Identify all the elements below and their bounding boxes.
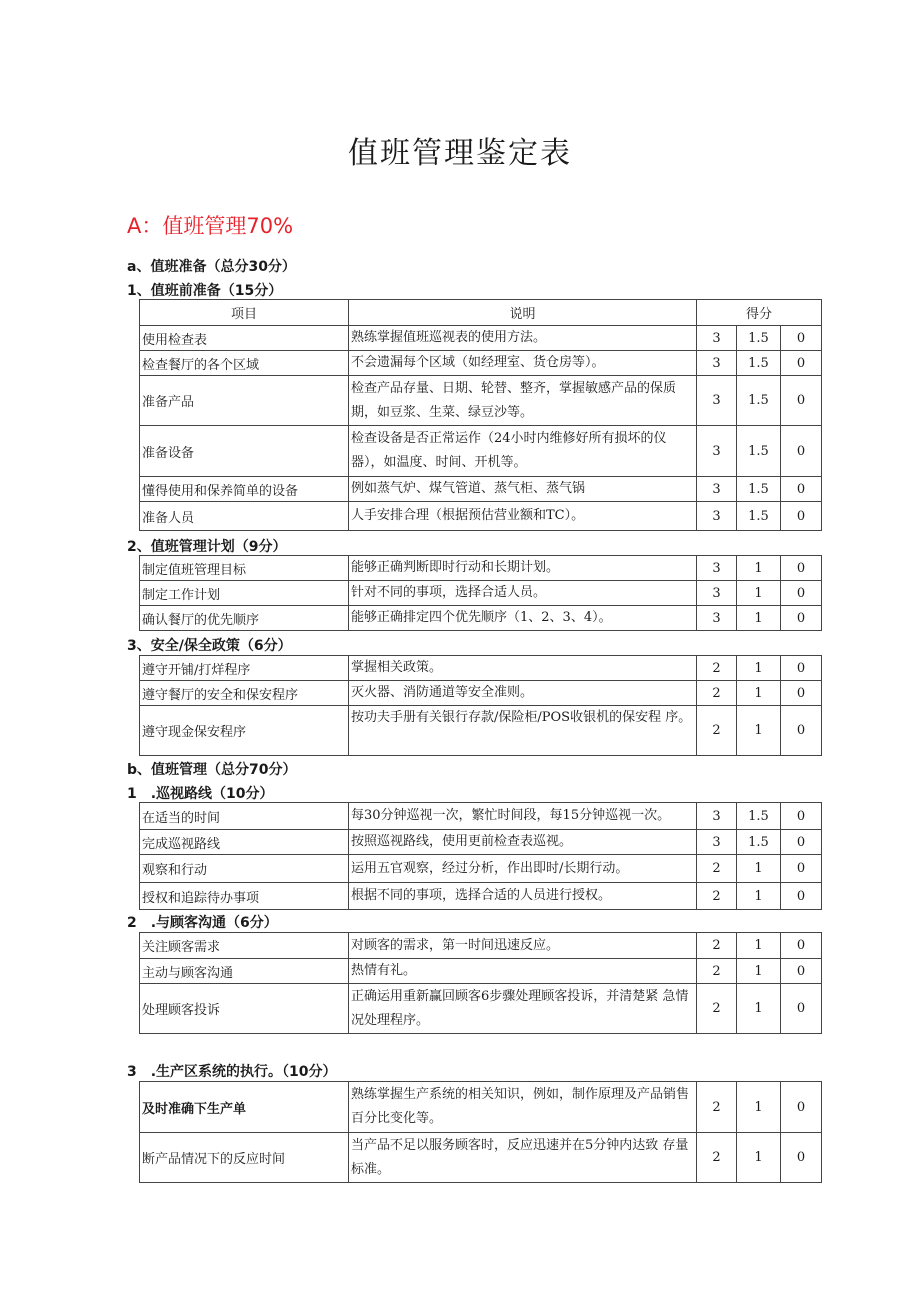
table-row bbox=[140, 351, 822, 376]
score-low: 0 bbox=[781, 855, 822, 883]
table-row bbox=[140, 477, 822, 502]
part-a-heading: a、值班准备（总分30分） bbox=[127, 259, 296, 275]
row-item: 在适当的时间 bbox=[140, 803, 349, 830]
row-item: 准备人员 bbox=[140, 502, 349, 531]
score-low: 0 bbox=[781, 706, 822, 756]
table-row bbox=[140, 1133, 822, 1183]
score-mid: 1 bbox=[737, 1133, 781, 1183]
score-high: 2 bbox=[697, 1133, 737, 1183]
row-item: 制定值班管理目标 bbox=[140, 556, 349, 581]
table-row bbox=[140, 959, 822, 984]
table-row bbox=[140, 933, 822, 959]
section-a-heading: A：值班管理70% bbox=[127, 214, 294, 238]
row-item: 准备产品 bbox=[140, 376, 349, 426]
score-high: 2 bbox=[697, 656, 737, 681]
score-mid: 1 bbox=[737, 855, 781, 883]
part-a-1-heading: 1、值班前准备（15分） bbox=[127, 283, 283, 299]
score-mid: 1 bbox=[737, 581, 781, 606]
row-desc: 检查设备是否正常运作（24小时内维修好所有损坏的仪器），如温度、时间、开机等。 bbox=[349, 426, 697, 477]
row-item: 处理顾客投诉 bbox=[140, 984, 349, 1034]
page-title: 值班管理鉴定表 bbox=[348, 136, 572, 171]
row-item: 关注顾客需求 bbox=[140, 933, 349, 959]
score-low: 0 bbox=[781, 933, 822, 959]
row-item: 遵守开铺/打烊程序 bbox=[140, 656, 349, 681]
row-desc: 运用五官观察，经过分析，作出即时/长期行动。 bbox=[349, 855, 697, 883]
row-desc: 针对不同的事项，选择合适人员。 bbox=[349, 581, 697, 606]
row-item: 准备设备 bbox=[140, 426, 349, 477]
score-high: 3 bbox=[697, 830, 737, 855]
score-high: 3 bbox=[697, 581, 737, 606]
row-desc: 根据不同的事项，选择合适的人员进行授权。 bbox=[349, 883, 697, 910]
table-row bbox=[140, 581, 822, 606]
score-low: 0 bbox=[781, 502, 822, 531]
table-plan bbox=[139, 555, 822, 631]
table-row bbox=[140, 830, 822, 855]
score-low: 0 bbox=[781, 959, 822, 984]
score-low: 0 bbox=[781, 656, 822, 681]
score-low: 0 bbox=[781, 681, 822, 706]
part-a-3-heading: 3、安全/保全政策（6分） bbox=[127, 638, 292, 654]
header-item: 项目 bbox=[140, 300, 349, 326]
row-item: 制定工作计划 bbox=[140, 581, 349, 606]
score-high: 3 bbox=[697, 556, 737, 581]
row-desc: 掌握相关政策。 bbox=[349, 656, 697, 681]
score-low: 0 bbox=[781, 556, 822, 581]
table-row bbox=[140, 803, 822, 830]
table-row bbox=[140, 556, 822, 581]
table-row bbox=[140, 1082, 822, 1133]
row-item: 及时准确下生产单 bbox=[140, 1082, 349, 1133]
score-low: 0 bbox=[781, 984, 822, 1034]
row-item: 观察和行动 bbox=[140, 855, 349, 883]
header-score: 得分 bbox=[697, 300, 822, 326]
score-mid: 1 bbox=[737, 933, 781, 959]
score-high: 2 bbox=[697, 681, 737, 706]
row-desc: 对顾客的需求，第一时间迅速反应。 bbox=[349, 933, 697, 959]
score-high: 2 bbox=[697, 1082, 737, 1133]
table-safety bbox=[139, 655, 822, 756]
table-row bbox=[140, 656, 822, 681]
row-item: 完成巡视路线 bbox=[140, 830, 349, 855]
table-row bbox=[140, 706, 822, 756]
table-preparation bbox=[139, 299, 822, 531]
part-a-2-heading: 2、值班管理计划（9分） bbox=[127, 539, 287, 555]
row-item: 检查餐厅的各个区域 bbox=[140, 351, 349, 376]
score-high: 3 bbox=[697, 803, 737, 830]
score-mid: 1.5 bbox=[737, 376, 781, 426]
score-low: 0 bbox=[781, 1082, 822, 1133]
score-high: 3 bbox=[697, 326, 737, 351]
table-row bbox=[140, 883, 822, 910]
row-desc: 不会遗漏每个区域（如经理室、货仓房等）。 bbox=[349, 351, 697, 376]
row-item: 使用检查表 bbox=[140, 326, 349, 351]
score-mid: 1.5 bbox=[737, 351, 781, 376]
row-desc: 例如蒸气炉、煤气管道、蒸气柜、蒸气锅 bbox=[349, 477, 697, 502]
score-high: 3 bbox=[697, 351, 737, 376]
row-item: 遵守现金保安程序 bbox=[140, 706, 349, 756]
row-desc: 热情有礼。 bbox=[349, 959, 697, 984]
score-mid: 1.5 bbox=[737, 803, 781, 830]
score-low: 0 bbox=[781, 426, 822, 477]
score-mid: 1.5 bbox=[737, 426, 781, 477]
score-high: 3 bbox=[697, 477, 737, 502]
row-item: 授权和追踪待办事项 bbox=[140, 883, 349, 910]
score-mid: 1.5 bbox=[737, 502, 781, 531]
part-b-1-heading: 1 .巡视路线（10分） bbox=[127, 786, 274, 802]
score-mid: 1 bbox=[737, 959, 781, 984]
row-desc: 灭火器、消防通道等安全准则。 bbox=[349, 681, 697, 706]
score-mid: 1.5 bbox=[737, 477, 781, 502]
score-low: 0 bbox=[781, 326, 822, 351]
row-desc: 每30分钟巡视一次，繁忙时间段，每15分钟巡视一次。 bbox=[349, 803, 697, 830]
score-low: 0 bbox=[781, 883, 822, 910]
header-desc: 说明 bbox=[349, 300, 697, 326]
score-low: 0 bbox=[781, 803, 822, 830]
row-item: 主动与顾客沟通 bbox=[140, 959, 349, 984]
score-high: 2 bbox=[697, 984, 737, 1034]
score-mid: 1 bbox=[737, 1082, 781, 1133]
score-low: 0 bbox=[781, 351, 822, 376]
row-item: 懂得使用和保养简单的设备 bbox=[140, 477, 349, 502]
row-desc: 按功夫手册有关银行存款/保险柜/POS收银机的保安程 序。 bbox=[349, 706, 697, 756]
row-item: 断产品情况下的反应时间 bbox=[140, 1133, 349, 1183]
table-customer bbox=[139, 932, 822, 1034]
score-high: 2 bbox=[697, 706, 737, 756]
score-low: 0 bbox=[781, 606, 822, 631]
score-mid: 1 bbox=[737, 883, 781, 910]
table-row bbox=[140, 855, 822, 883]
table-row bbox=[140, 326, 822, 351]
score-mid: 1.5 bbox=[737, 830, 781, 855]
table-row bbox=[140, 606, 822, 631]
score-mid: 1 bbox=[737, 556, 781, 581]
row-desc: 能够正确排定四个优先顺序（1、2、3、4）。 bbox=[349, 606, 697, 631]
score-high: 3 bbox=[697, 426, 737, 477]
table-patrol bbox=[139, 802, 822, 910]
row-desc: 正确运用重新赢回顾客6步骤处理顾客投诉，并清楚紧 急情况处理程序。 bbox=[349, 984, 697, 1034]
score-low: 0 bbox=[781, 477, 822, 502]
row-desc: 检查产品存量、日期、轮替、整齐，掌握敏感产品的保质期，如豆浆、生菜、绿豆沙等。 bbox=[349, 376, 697, 426]
row-desc: 人手安排合理（根据预估营业额和TC）。 bbox=[349, 502, 697, 531]
score-low: 0 bbox=[781, 376, 822, 426]
part-b-2-heading: 2 .与顾客沟通（6分） bbox=[127, 915, 278, 931]
row-desc: 熟练掌握生产系统的相关知识，例如，制作原理及产品销售百分比变化等。 bbox=[349, 1082, 697, 1133]
score-mid: 1 bbox=[737, 984, 781, 1034]
table-production bbox=[139, 1081, 822, 1183]
score-low: 0 bbox=[781, 1133, 822, 1183]
table-row bbox=[140, 426, 822, 477]
row-desc: 熟练掌握值班巡视表的使用方法。 bbox=[349, 326, 697, 351]
table-row bbox=[140, 502, 822, 531]
table-row bbox=[140, 984, 822, 1034]
score-mid: 1 bbox=[737, 681, 781, 706]
row-item: 确认餐厅的优先顺序 bbox=[140, 606, 349, 631]
table-row bbox=[140, 681, 822, 706]
row-desc: 能够正确判断即时行动和长期计划。 bbox=[349, 556, 697, 581]
score-mid: 1 bbox=[737, 606, 781, 631]
part-b-heading: b、值班管理（总分70分） bbox=[127, 762, 297, 778]
score-high: 3 bbox=[697, 502, 737, 531]
score-high: 2 bbox=[697, 959, 737, 984]
row-item: 遵守餐厅的安全和保安程序 bbox=[140, 681, 349, 706]
score-mid: 1 bbox=[737, 656, 781, 681]
row-desc: 按照巡视路线，使用更前检查表巡视。 bbox=[349, 830, 697, 855]
score-low: 0 bbox=[781, 830, 822, 855]
row-desc: 当产品不足以服务顾客时，反应迅速并在5分钟内达致 存量标准。 bbox=[349, 1133, 697, 1183]
score-high: 3 bbox=[697, 376, 737, 426]
score-high: 2 bbox=[697, 855, 737, 883]
score-high: 3 bbox=[697, 606, 737, 631]
part-b-3-heading: 3 .生产区系统的执行。（10分） bbox=[127, 1064, 337, 1080]
score-mid: 1.5 bbox=[737, 326, 781, 351]
score-high: 2 bbox=[697, 883, 737, 910]
table-row bbox=[140, 376, 822, 426]
score-high: 2 bbox=[697, 933, 737, 959]
score-low: 0 bbox=[781, 581, 822, 606]
score-mid: 1 bbox=[737, 706, 781, 756]
